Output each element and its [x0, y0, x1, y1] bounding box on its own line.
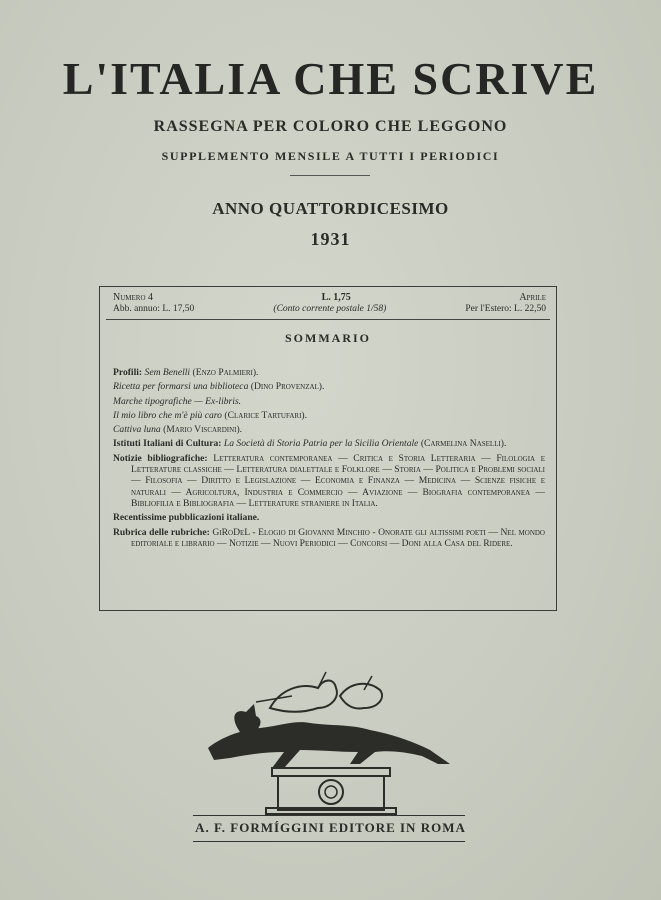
subscription-row [113, 304, 546, 314]
list-item: Ricetta per formarsi una biblioteca (Dino Provenzal). [113, 381, 325, 393]
publisher-rule-bottom [193, 841, 465, 842]
publisher-imprint: A. F. FORMÍGGINI EDITORE IN ROMA [195, 820, 466, 835]
list-item: Marche tipografiche — Ex-libris. [113, 395, 242, 407]
list-item: Cattiva luna (Mario Viscardini). [113, 424, 243, 436]
subscription-annual: Abb. annuo: L. 17,50 [113, 304, 195, 314]
masthead-title: L'ITALIA CHE SCRIVE [62, 53, 599, 104]
postal-account: (Conto corrente postale 1/58) [273, 304, 387, 314]
list-item: Il mio libro che m'è più caro (Clarice Tartufari). [113, 409, 308, 421]
anno-label: ANNO QUATTORDICESIMO [212, 199, 449, 218]
publisher-rule-top [193, 815, 465, 816]
list-item: Notizie bibliografiche: Letteratura contemporanea — Critica e Storia Letteraria — Filologia e Letterature classiche — Letteratura dialettale e Folklore — Storia — Politica e Problemi sociali — Filosofia — Diritto e Legislazione — Economia e Finanza — Medicina — Scienze fisiche e naturali — Agricoltura, Industria e Commercio — Aviazione — Biografia contemporanea — Bibliofilia e Bibliografia — Letterature straniere in Italia. [113, 452, 546, 509]
masthead-subtitle: RASSEGNA PER COLORO CHE LEGGONO [153, 118, 508, 135]
issue-price: L. 1,75 [321, 292, 351, 303]
publisher-emblem-icon [200, 668, 462, 818]
issue-number: Numero 4 [113, 292, 154, 303]
issue-header [113, 292, 546, 303]
sommario-heading: SOMMARIO [285, 331, 371, 345]
contents-box [99, 286, 557, 611]
list-item: Profili: Sem Benelli (Enzo Palmieri). [113, 367, 259, 378]
list-item: Istituti Italiani di Cultura: La Società di Storia Patria per la Sicilia Orientale (Carmelina Naselli). [113, 438, 507, 450]
header-divider [106, 319, 550, 320]
list-item: Rubrica delle rubriche: GiRoDeL - Elogio di Giovanni Minchio - Onorate gli altissimi poeti — Nel mondo editoriale e librario — Notizie — Nuovi Periodici — Concorsi — Doni alla Casa del Ridere. [113, 526, 545, 549]
divider [290, 175, 370, 176]
subscription-abroad: Per l'Estero: L. 22,50 [465, 304, 546, 314]
table-of-contents [113, 367, 545, 552]
year-label: 1931 [310, 229, 351, 249]
masthead-supplement: SUPPLEMENTO MENSILE A TUTTI I PERIODICI [161, 149, 500, 163]
list-item: Recentissime pubblicazioni italiane. [113, 512, 260, 524]
issue-month: Aprile [519, 292, 546, 303]
